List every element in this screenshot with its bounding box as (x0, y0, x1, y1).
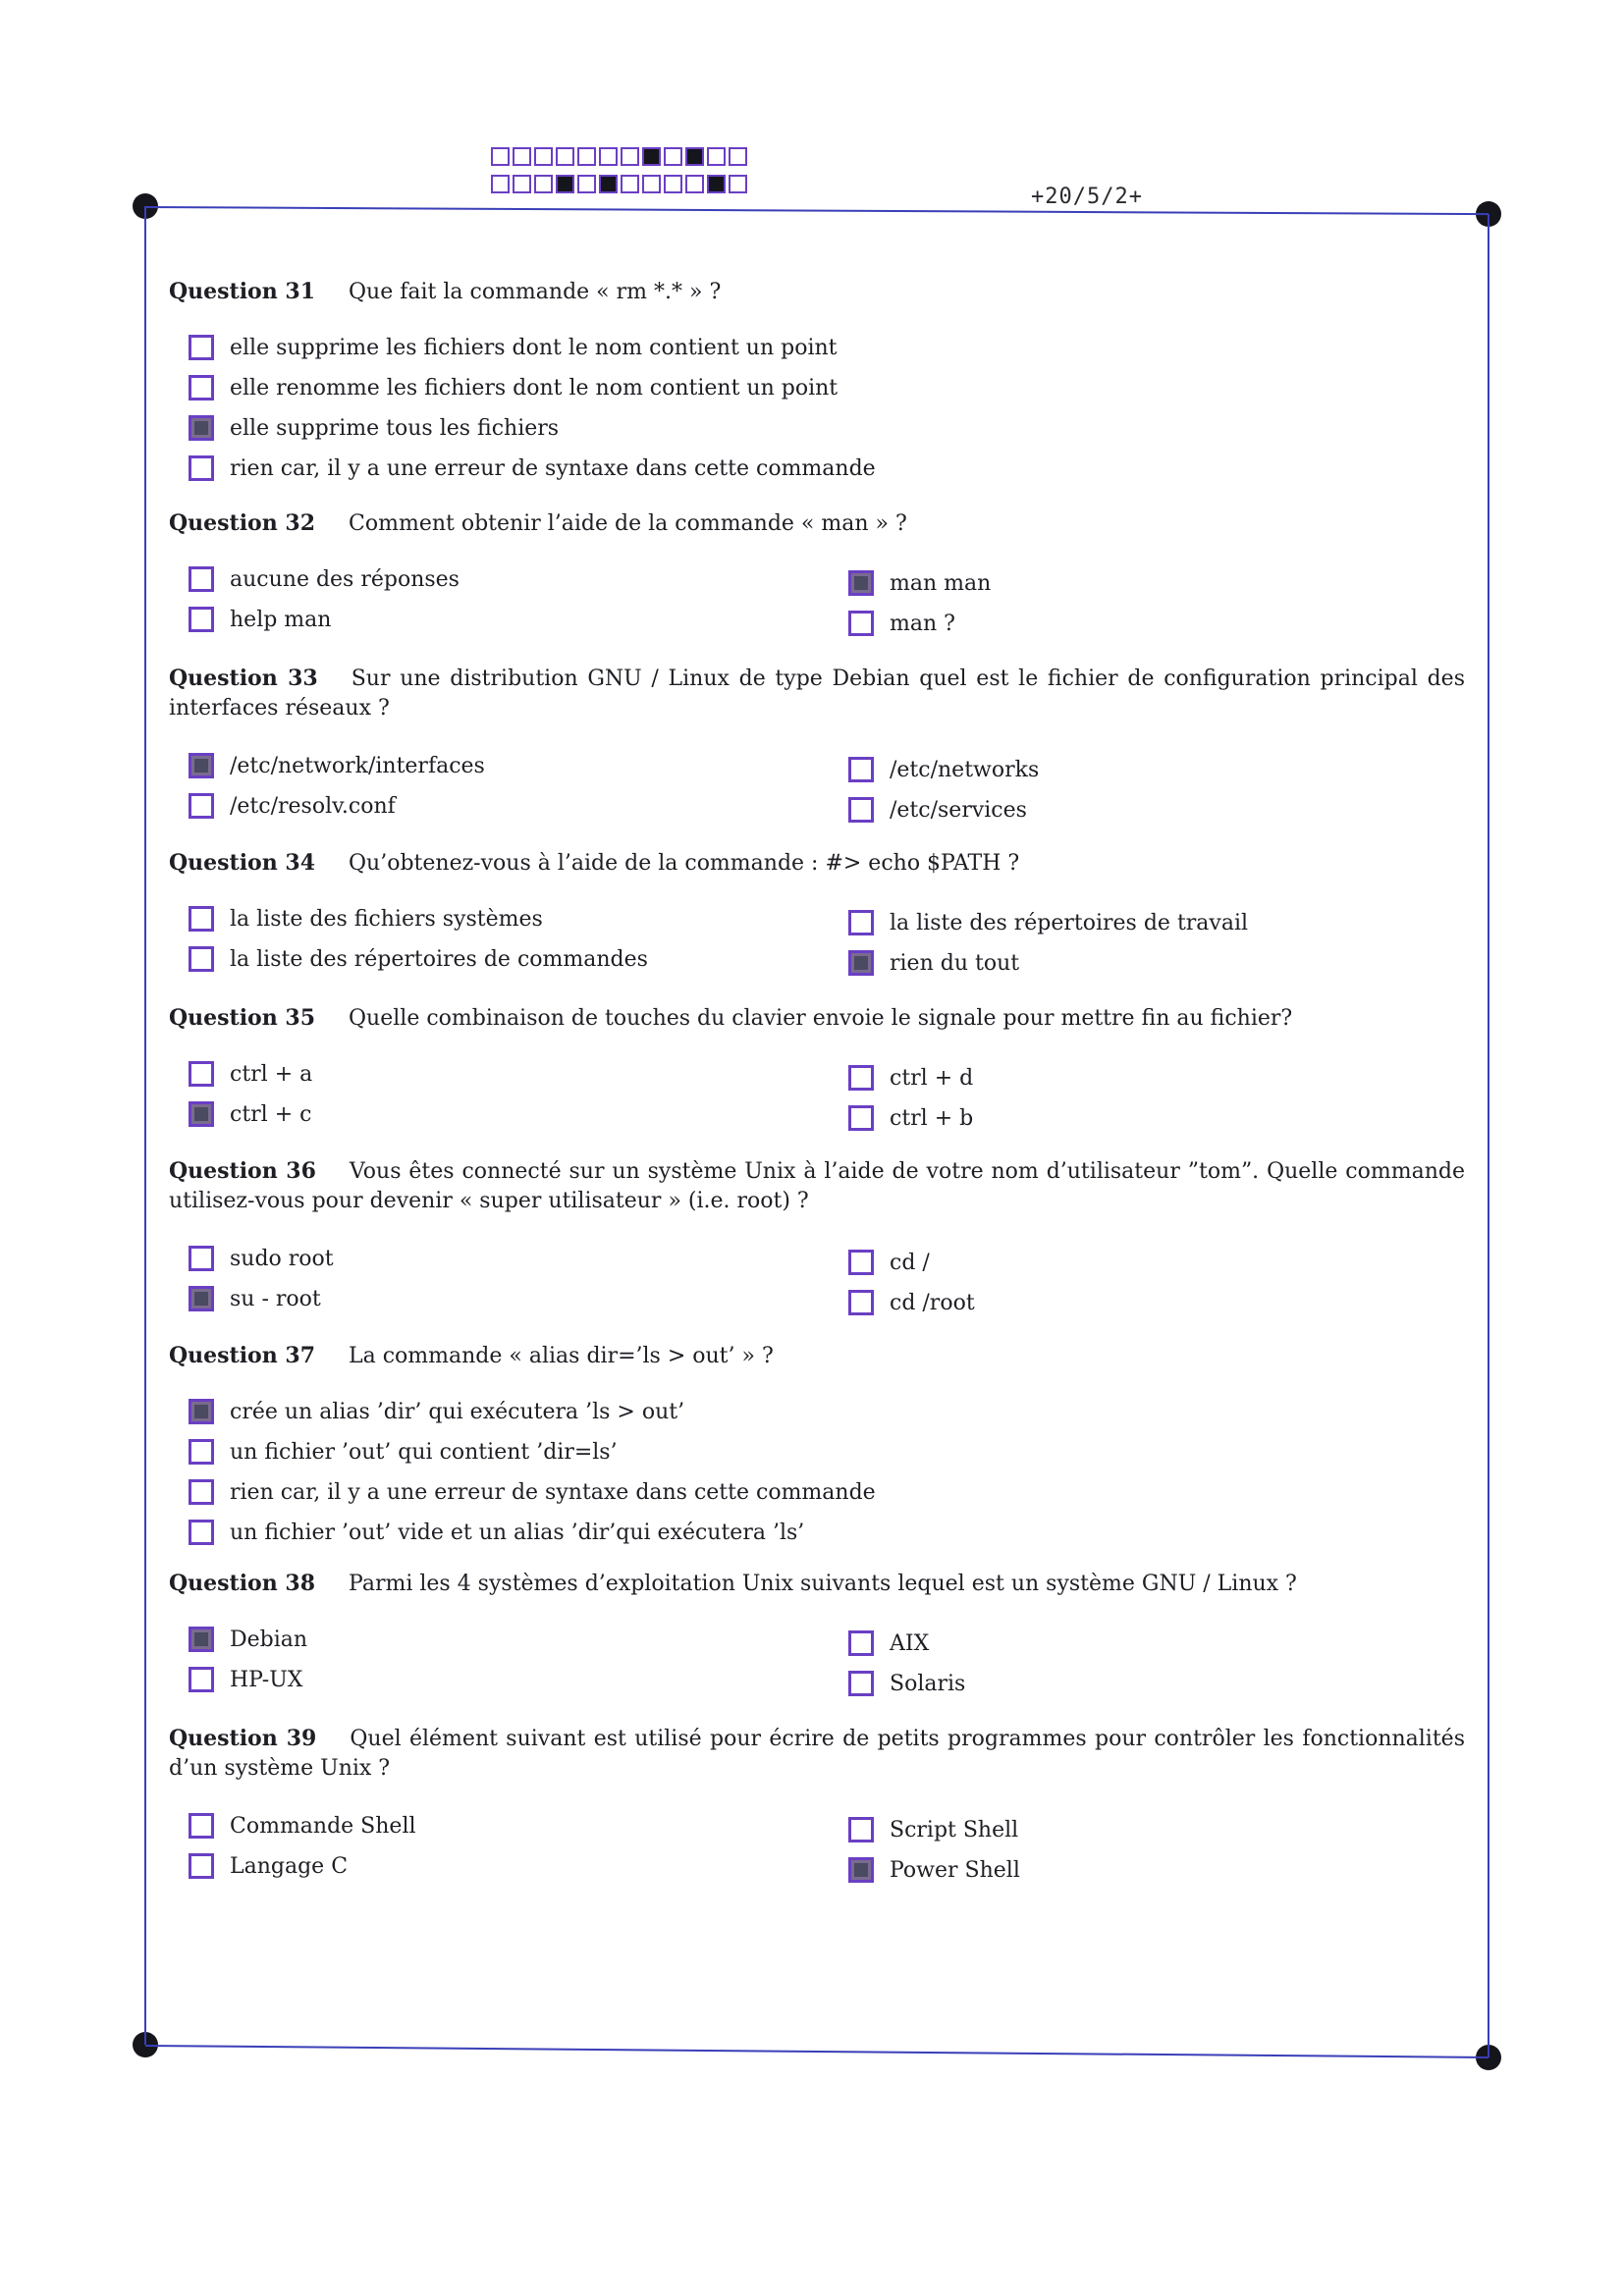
question-number: Question 32 (169, 510, 316, 536)
checkbox[interactable] (848, 1250, 874, 1275)
checkbox[interactable] (189, 1061, 214, 1087)
question-text: Que fait la commande « rm *.* » ? (349, 280, 722, 304)
answer-label: AIX (890, 1630, 930, 1656)
question-header (169, 664, 1465, 723)
checkbox[interactable] (848, 611, 874, 636)
answer-options (169, 1047, 1465, 1131)
answer-option[interactable] (189, 1849, 348, 1883)
answer-label: crée un alias ’dir’ qui exécutera ’ls > out’ (230, 1399, 685, 1424)
answer-option[interactable] (189, 1516, 804, 1549)
checked-checkbox[interactable] (189, 1101, 214, 1127)
answer-label: HP-UX (230, 1667, 303, 1692)
question-number: Question 39 (169, 1726, 317, 1751)
answer-label: ctrl + b (890, 1105, 974, 1131)
checkbox[interactable] (848, 1065, 874, 1091)
question-text: Sur une distribution GNU / Linux de type Debian quel est le fichier de configuration principal des interfaces réseaux ? (169, 667, 1465, 721)
checkbox[interactable] (189, 793, 214, 819)
checked-checkbox[interactable] (189, 1399, 214, 1424)
answer-label: Commande Shell (230, 1813, 416, 1839)
checkbox[interactable] (189, 1853, 214, 1879)
question-number: Question 35 (169, 1005, 316, 1031)
question-number: Question 36 (169, 1158, 316, 1184)
answer-option[interactable] (189, 331, 838, 364)
answer-option[interactable] (189, 1242, 334, 1275)
checkbox[interactable] (848, 910, 874, 935)
question-text: Parmi les 4 systèmes d’exploitation Unix suivants lequel est un système GNU / Linux ? (349, 1572, 1297, 1596)
checkbox[interactable] (189, 1813, 214, 1839)
question-38 (169, 1569, 1465, 1696)
question-header (169, 1156, 1465, 1216)
answer-label: elle renomme les fichiers dont le nom contient un point (230, 375, 839, 400)
checked-checkbox[interactable] (848, 1857, 874, 1883)
answer-label: ctrl + c (230, 1101, 312, 1127)
answer-label: elle supprime les fichiers dont le nom contient un point (230, 335, 838, 360)
answer-option[interactable] (189, 1623, 307, 1656)
question-text: Quelle combinaison de touches du clavier envoie le signale pour mettre fin au fichier? (349, 1006, 1293, 1031)
answer-label: cd / (890, 1250, 930, 1275)
answer-label: man ? (890, 611, 955, 636)
checkbox[interactable] (189, 1479, 214, 1505)
answer-label: la liste des répertoires de travail (890, 910, 1249, 935)
question-34 (169, 848, 1465, 976)
checkbox[interactable] (848, 1817, 874, 1842)
question-35 (169, 1003, 1465, 1131)
checked-checkbox[interactable] (189, 1627, 214, 1652)
answer-option[interactable] (848, 1853, 1020, 1887)
answer-options (169, 321, 1465, 482)
answer-label: Langage C (230, 1853, 349, 1879)
answer-option[interactable] (848, 1061, 973, 1095)
answer-option[interactable] (189, 1057, 312, 1091)
answer-label: Solaris (890, 1671, 966, 1696)
answer-option[interactable] (189, 902, 543, 935)
answer-option[interactable] (848, 1627, 929, 1660)
answer-label: cd /root (890, 1290, 975, 1315)
question-32 (169, 508, 1465, 636)
answer-label: rien du tout (890, 950, 1020, 976)
answer-option[interactable] (848, 1667, 965, 1700)
answer-option[interactable] (189, 1097, 311, 1131)
answer-label: un fichier ’out’ qui contient ’dir=ls’ (230, 1439, 618, 1465)
answer-options (169, 737, 1465, 823)
answer-option[interactable] (189, 1395, 684, 1428)
answer-option[interactable] (848, 607, 955, 640)
answer-option[interactable] (189, 371, 838, 404)
answer-label: sudo root (230, 1246, 334, 1271)
checkbox[interactable] (848, 1105, 874, 1131)
question-header (169, 848, 1465, 879)
answer-options (169, 892, 1465, 976)
answer-option[interactable] (848, 906, 1248, 939)
answer-label: /etc/services (890, 797, 1027, 823)
checkbox[interactable] (189, 375, 214, 400)
answer-label: Script Shell (890, 1817, 1019, 1842)
checked-checkbox[interactable] (848, 950, 874, 976)
question-39 (169, 1724, 1465, 1883)
answer-label: aucune des réponses (230, 566, 460, 592)
checked-checkbox[interactable] (189, 415, 214, 441)
answer-label: help man (230, 607, 332, 632)
question-number: Question 34 (169, 850, 316, 876)
checkbox[interactable] (189, 946, 214, 972)
answer-option[interactable] (848, 1246, 930, 1279)
answer-option[interactable] (189, 789, 396, 823)
question-header (169, 277, 1465, 307)
question-header (169, 1569, 1465, 1599)
question-header (169, 508, 1465, 539)
answer-label: /etc/resolv.conf (230, 793, 396, 819)
answer-label: man man (890, 570, 992, 596)
checkbox[interactable] (189, 607, 214, 632)
question-36 (169, 1156, 1465, 1315)
question-text: Vous êtes connecté sur un système Unix à l’aide de votre nom d’utilisateur ”tom”. Quelle commande utilisez-vous pour devenir « super utilisateur » (i.e. root) ? (169, 1159, 1465, 1213)
answer-label: ctrl + d (890, 1065, 974, 1091)
answer-option[interactable] (848, 1813, 1018, 1846)
answer-label: Power Shell (890, 1857, 1020, 1883)
answer-option[interactable] (189, 452, 876, 485)
answer-option[interactable] (189, 1809, 416, 1842)
checkbox[interactable] (189, 906, 214, 932)
question-text: Qu’obtenez-vous à l’aide de la commande : #> echo $PATH ? (349, 851, 1020, 876)
checkbox[interactable] (189, 455, 214, 481)
checkbox[interactable] (848, 1671, 874, 1696)
checkbox[interactable] (189, 566, 214, 592)
answer-option[interactable] (848, 753, 1039, 786)
answer-option[interactable] (848, 566, 991, 600)
answer-label: rien car, il y a une erreur de syntaxe dans cette commande (230, 1479, 876, 1505)
answer-option[interactable] (189, 1435, 618, 1468)
answer-options (169, 553, 1465, 636)
answer-label: ctrl + a (230, 1061, 313, 1087)
question-number: Question 31 (169, 279, 316, 304)
checkbox[interactable] (848, 757, 874, 782)
answer-option[interactable] (189, 1663, 302, 1696)
question-text: La commande « alias dir=’ls > out’ » ? (349, 1344, 774, 1368)
answer-option[interactable] (848, 1101, 973, 1135)
question-number: Question 37 (169, 1343, 316, 1368)
answer-options (169, 1797, 1465, 1883)
question-header (169, 1003, 1465, 1034)
question-header (169, 1724, 1465, 1784)
checkbox[interactable] (189, 1246, 214, 1271)
answer-option[interactable] (189, 749, 485, 782)
answer-label: rien car, il y a une erreur de syntaxe dans cette commande (230, 455, 876, 481)
checkbox[interactable] (848, 797, 874, 823)
answer-label: la liste des fichiers systèmes (230, 906, 543, 932)
answer-option[interactable] (848, 793, 1027, 827)
answer-label: elle supprime tous les fichiers (230, 415, 560, 441)
answer-options (169, 1613, 1465, 1696)
answer-option[interactable] (189, 1475, 876, 1509)
answer-options (169, 1230, 1465, 1315)
answer-option[interactable] (848, 946, 1019, 980)
answer-option[interactable] (189, 562, 460, 596)
answer-label: la liste des répertoires de commandes (230, 946, 648, 972)
checkbox[interactable] (189, 1520, 214, 1545)
question-33 (169, 664, 1465, 823)
question-number: Question 33 (169, 666, 318, 691)
question-text: Quel élément suivant est utilisé pour écrire de petits programmes pour contrôler les fonctionnalités d’un système Unix ? (169, 1727, 1465, 1781)
question-number: Question 38 (169, 1571, 316, 1596)
answer-label: /etc/networks (890, 757, 1040, 782)
page-id: +20/5/2+ (1031, 185, 1143, 209)
answer-options (169, 1385, 1465, 1546)
answer-option[interactable] (189, 411, 559, 445)
checkbox[interactable] (189, 335, 214, 360)
question-31 (169, 277, 1465, 482)
answer-label: un fichier ’out’ vide et un alias ’dir’qui exécutera ’ls’ (230, 1520, 805, 1545)
checked-checkbox[interactable] (848, 570, 874, 596)
checked-checkbox[interactable] (189, 753, 214, 778)
checkbox[interactable] (848, 1290, 874, 1315)
answer-label: /etc/network/interfaces (230, 753, 485, 778)
checkbox[interactable] (189, 1667, 214, 1692)
answer-option[interactable] (189, 1282, 321, 1315)
question-37 (169, 1341, 1465, 1546)
answer-option[interactable] (848, 1286, 975, 1319)
answer-label: Debian (230, 1627, 308, 1652)
question-header (169, 1341, 1465, 1371)
checkbox[interactable] (848, 1630, 874, 1656)
checkbox[interactable] (189, 1439, 214, 1465)
answer-option[interactable] (189, 603, 331, 636)
checked-checkbox[interactable] (189, 1286, 214, 1311)
question-text: Comment obtenir l’aide de la commande « man » ? (349, 511, 907, 536)
answer-label: su - root (230, 1286, 321, 1311)
answer-option[interactable] (189, 942, 648, 976)
